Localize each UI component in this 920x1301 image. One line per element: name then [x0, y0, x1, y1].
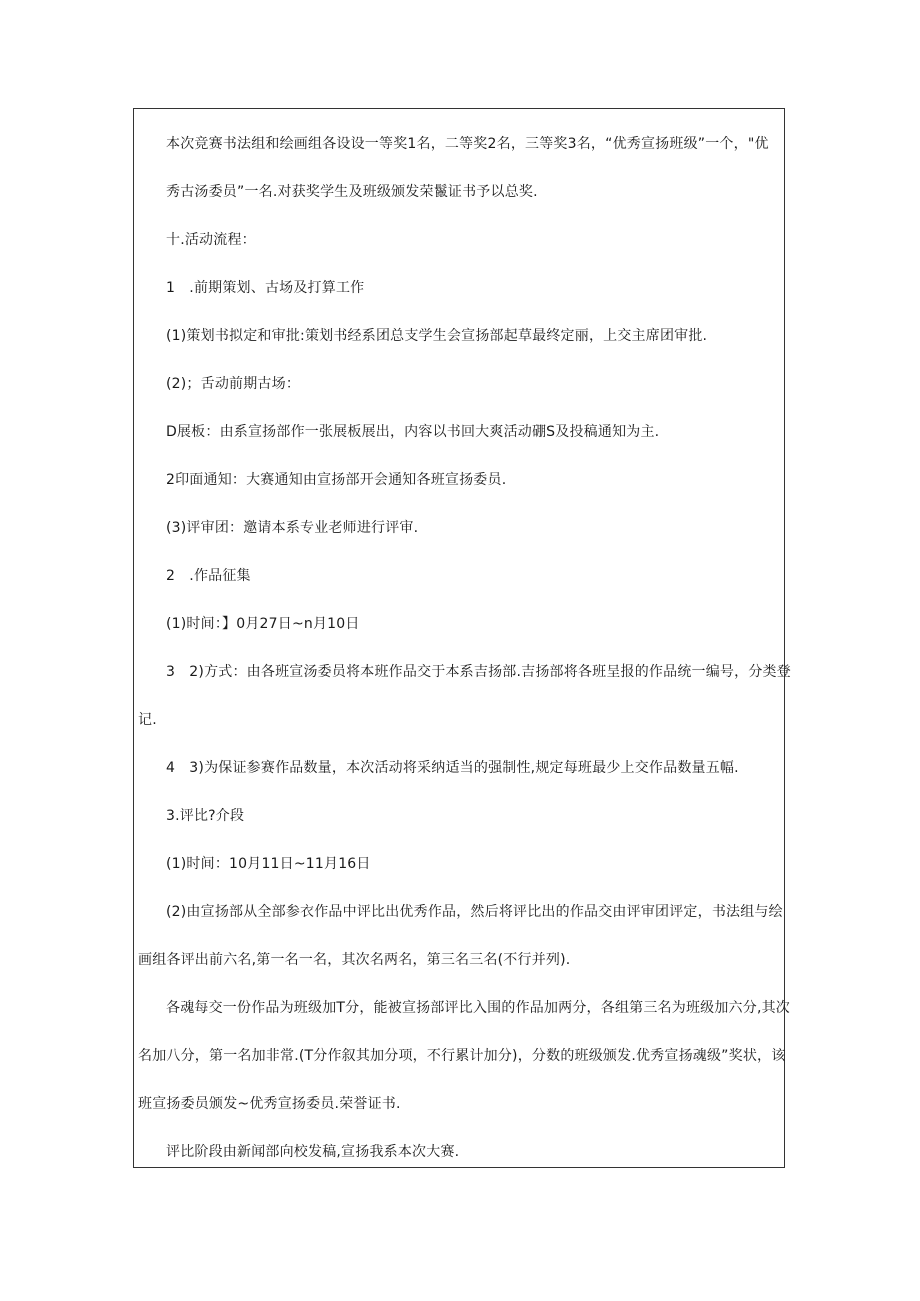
step-heading-judging: 3.评比?介段 — [166, 808, 245, 824]
item-judging-process-line-2: 画组各评出前六名,第一名一名，其次名两名，第三名三名(不行并列). — [138, 952, 571, 968]
item-review-panel: (3)评审团：邀请本系专业老师进行评审. — [166, 520, 419, 536]
item-planning-approval: (1)策划书拟定和审批:策划书经系团总支学生会宣扬部起草最终定丽，上交主席团审批. — [166, 328, 708, 344]
step-heading-planning: 1 .前期策划、古场及打算工作 — [166, 280, 365, 296]
item-pre-activity-venue: (2)；舌动前期古场： — [166, 376, 301, 392]
paragraph-press-release: 评比阶段由新闻部向校发稿,宣扬我系本次大赛. — [166, 1144, 460, 1160]
item-minimum-entries: 4 3)为保证参赛作品数量，本次活动将采纳适当的强制性,规定每班最少上交作品数量五幅. — [166, 760, 739, 776]
item-display-board: D展板：由系宣扬部作一张展板展出，内容以书回大爽活动硼S及投稿通知为主. — [166, 424, 660, 440]
item-judging-process-line-1: (2)由宣扬部从全部参衣作品中评比出优秀作品，然后将评比出的作品交由评审团评定，书法组与绘 — [166, 904, 783, 920]
item-collection-method-line-1: 3 2)方式：由各班宣汤委员将本班作品交于本系吉扬部.吉扬部将各班呈报的作品统一编号，分类登 — [166, 664, 791, 680]
item-judging-time: (1)时间：10月11日~11月16日 — [166, 856, 371, 872]
paragraph-scoring-line-3: 班宣扬委员颁发~优秀宣扬委员.荣誉证书. — [138, 1096, 401, 1112]
item-collection-time: (1)时间：】0月27日~n月10日 — [166, 616, 360, 632]
item-printed-notice: 2印面通知：大赛通知由宣扬部开会通知各班宣扬委员. — [166, 472, 507, 488]
paragraph-awards-line-2: 秀古汤委员”一名.对获奖学生及班级颁发荣鬣证书予以总奖. — [166, 184, 538, 200]
step-heading-collection: 2 .作品征集 — [166, 568, 251, 584]
section-heading-activity-flow: 十.活动流程： — [166, 232, 256, 248]
paragraph-scoring-line-2: 名加八分，第一名加非常.(T分作叙其加分项，不行累计加分)，分数的班级颁发.优秀宣扬魂级”奖状，该 — [138, 1048, 786, 1064]
paragraph-scoring-line-1: 各魂每交一份作品为班级加T分，能被宣扬部评比入围的作品加两分，各组第三名为班级加六分,其次 — [166, 1000, 790, 1016]
paragraph-awards-line-1: 本次竞赛书法组和绘画组各设设一等奖1名，二等奖2名，三等奖3名，“优秀宣扬班级”一个，"优 — [166, 136, 769, 152]
item-collection-method-line-2: 记. — [138, 712, 157, 728]
